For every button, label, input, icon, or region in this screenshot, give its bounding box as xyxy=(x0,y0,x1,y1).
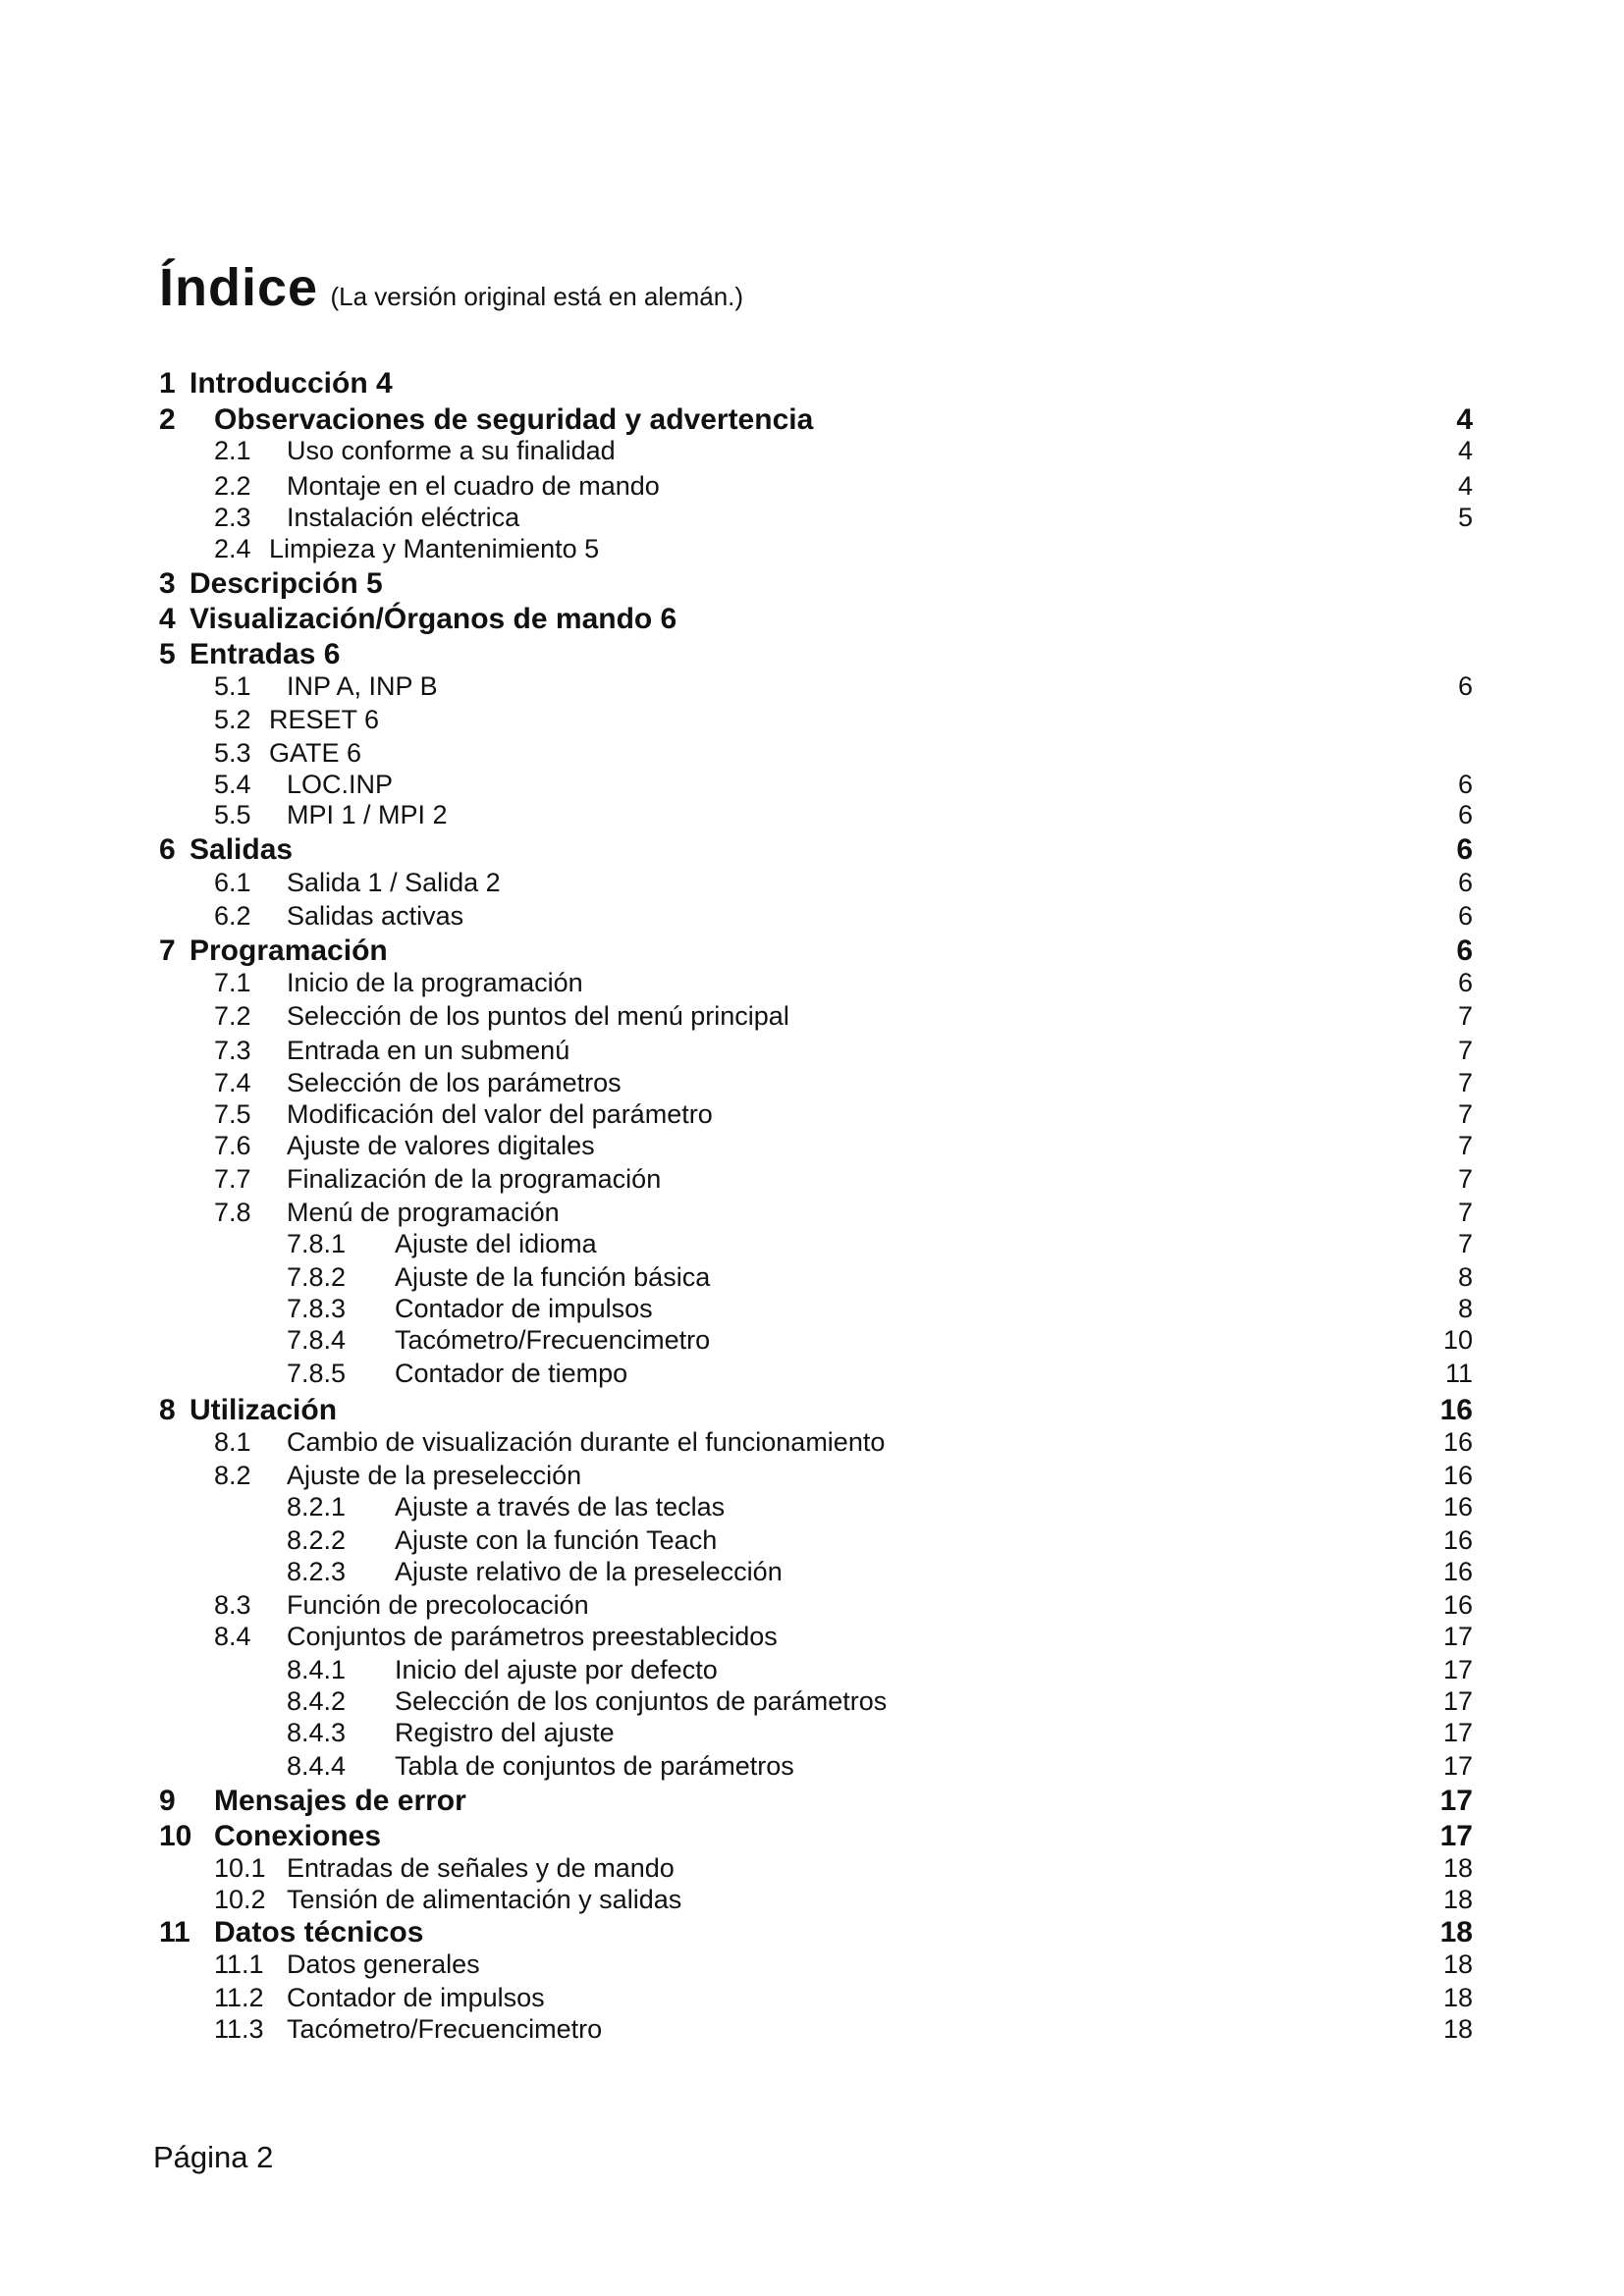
toc-entry-number: 11.1 xyxy=(214,1949,264,1979)
toc-entry-number: 3 xyxy=(159,567,176,600)
toc-entry-page: 7 xyxy=(1457,1099,1473,1129)
toc-entry-page: 4 xyxy=(1456,403,1473,436)
toc-entry-title: Entradas 6 xyxy=(189,638,341,670)
toc-entry-title: Descripción 5 xyxy=(189,567,383,600)
toc-entry-number: 8.2.1 xyxy=(287,1492,347,1522)
toc-entry-number: 8.2.3 xyxy=(287,1557,347,1586)
toc-entry-number: 8.2 xyxy=(214,1461,251,1490)
toc-entry-title: Contador de impulsos xyxy=(287,1983,545,2012)
toc-entry-title: Salidas xyxy=(189,833,294,866)
toc-entry-page: 16 xyxy=(1442,1557,1473,1586)
toc-entry-page: 7 xyxy=(1457,1198,1473,1227)
toc-entry-title: Mensajes de error xyxy=(214,1785,466,1817)
toc-entry-number: 8.3 xyxy=(214,1590,251,1620)
toc-entry-page: 17 xyxy=(1439,1820,1473,1852)
toc-entry-title: Tabla de conjuntos de parámetros xyxy=(395,1751,794,1781)
toc-entry-title: Selección de los conjuntos de parámetros xyxy=(395,1686,888,1716)
toc-entry-title: Contador de tiempo xyxy=(395,1359,628,1388)
toc-entry-number: 1 xyxy=(159,367,176,400)
toc-entry-title: RESET 6 xyxy=(269,705,380,734)
toc-entry-title: Tacómetro/Frecuencimetro xyxy=(287,2014,603,2044)
toc-entry-page: 18 xyxy=(1439,1916,1473,1949)
title-text: Índice xyxy=(159,258,319,317)
toc-entry-page: 17 xyxy=(1442,1718,1473,1747)
toc-entry-number: 7.6 xyxy=(214,1131,251,1160)
toc-entry-number: 11.2 xyxy=(214,1983,264,2012)
toc-entry-number: 8.4.4 xyxy=(287,1751,347,1781)
toc-entry-page: 7 xyxy=(1457,1036,1473,1065)
toc-entry-title: Cambio de visualización durante el funcionamiento xyxy=(287,1427,886,1457)
toc-entry-title: Finalización de la programación xyxy=(287,1164,662,1194)
toc-entry-number: 4 xyxy=(159,603,176,635)
toc-entry-number: 7.4 xyxy=(214,1068,251,1097)
toc-entry-number: 6.1 xyxy=(214,868,251,897)
toc-entry-page: 16 xyxy=(1442,1461,1473,1490)
toc-entry-number: 7.8.5 xyxy=(287,1359,347,1388)
toc-entry-number: 10 xyxy=(159,1820,192,1852)
toc-entry-number: 8.2.2 xyxy=(287,1525,347,1555)
toc-entry-title: Ajuste con la función Teach xyxy=(395,1525,718,1555)
toc-entry-number: 10.1 xyxy=(214,1853,266,1883)
toc-entry-title: Uso conforme a su finalidad xyxy=(287,436,616,465)
toc-entry-page: 6 xyxy=(1456,934,1473,967)
toc-entry-page: 16 xyxy=(1442,1590,1473,1620)
toc-entry-title: Salidas activas xyxy=(287,901,464,931)
toc-entry-number: 5.5 xyxy=(214,800,251,829)
toc-entry-number: 9 xyxy=(159,1785,176,1817)
toc-entry-number: 2.3 xyxy=(214,503,251,532)
toc-entry-title: Visualización/Órganos de mando 6 xyxy=(189,603,677,635)
toc-entry-page: 6 xyxy=(1457,800,1473,829)
toc-entry-number: 7.5 xyxy=(214,1099,251,1129)
toc-entry-title: Modificación del valor del parámetro xyxy=(287,1099,713,1129)
toc-entry-page: 8 xyxy=(1457,1294,1473,1323)
toc-entry-title: Entradas de señales y de mando xyxy=(287,1853,675,1883)
toc-entry-page: 6 xyxy=(1457,770,1473,799)
toc-entry-title: INP A, INP B xyxy=(287,671,438,701)
toc-entry-page: 17 xyxy=(1439,1785,1473,1817)
toc-entry-title: LOC.INP xyxy=(287,770,394,799)
toc-entry-number: 7.3 xyxy=(214,1036,251,1065)
toc-entry-page: 6 xyxy=(1457,671,1473,701)
toc-entry-page: 18 xyxy=(1442,1949,1473,1979)
toc-entry-title: Ajuste de valores digitales xyxy=(287,1131,595,1160)
toc-entry-number: 8.4.1 xyxy=(287,1655,347,1684)
toc-entry-title: MPI 1 / MPI 2 xyxy=(287,800,448,829)
toc-entry-number: 5.3 xyxy=(214,738,251,768)
toc-entry-page: 18 xyxy=(1442,1853,1473,1883)
toc-entry-number: 6 xyxy=(159,833,176,866)
toc-entry-number: 2.2 xyxy=(214,471,251,501)
toc-entry-page: 6 xyxy=(1457,968,1473,997)
toc-entry-number: 8.1 xyxy=(214,1427,251,1457)
toc-entry-number: 5.4 xyxy=(214,770,251,799)
toc-entry-number: 2.4 xyxy=(214,534,251,563)
toc-entry-title: Ajuste a través de las teclas xyxy=(395,1492,726,1522)
toc-entry-title: Registro del ajuste xyxy=(395,1718,615,1747)
toc-entry-title: Tacómetro/Frecuencimetro xyxy=(395,1325,711,1355)
toc-entry-title: Selección de los parámetros xyxy=(287,1068,622,1097)
toc-entry-page: 18 xyxy=(1442,1885,1473,1914)
toc-entry-page: 18 xyxy=(1442,2014,1473,2044)
toc-entry-number: 2 xyxy=(159,403,176,436)
toc-entry-title: Selección de los puntos del menú principal xyxy=(287,1001,789,1031)
toc-entry-number: 7.8.2 xyxy=(287,1262,347,1292)
toc-entry-title: Ajuste del idioma xyxy=(395,1229,597,1258)
toc-entry-title: Ajuste relativo de la preselección xyxy=(395,1557,783,1586)
toc-entry-number: 7.8.1 xyxy=(287,1229,347,1258)
toc-entry-page: 10 xyxy=(1442,1325,1473,1355)
toc-entry-title: Utilización xyxy=(189,1394,338,1426)
toc-entry-title: Inicio de la programación xyxy=(287,968,583,997)
toc-entry-page: 17 xyxy=(1442,1622,1473,1651)
toc-entry-title: Tensión de alimentación y salidas xyxy=(287,1885,682,1914)
toc-entry-page: 4 xyxy=(1457,471,1473,501)
toc-entry-number: 7.2 xyxy=(214,1001,251,1031)
toc-entry-title: Observaciones de seguridad y advertencia xyxy=(214,403,814,436)
toc-entry-number: 8 xyxy=(159,1394,176,1426)
title-subtitle: (La versión original está en alemán.) xyxy=(330,282,744,311)
toc-entry-number: 8.4.3 xyxy=(287,1718,347,1747)
toc-entry-page: 17 xyxy=(1442,1751,1473,1781)
toc-entry-number: 5 xyxy=(159,638,176,670)
toc-entry-number: 7.8 xyxy=(214,1198,251,1227)
toc-entry-number: 7.8.4 xyxy=(287,1325,347,1355)
toc-entry-title: Función de precolocación xyxy=(287,1590,589,1620)
toc-entry-number: 7.8.3 xyxy=(287,1294,347,1323)
toc-entry-title: Datos técnicos xyxy=(214,1916,424,1949)
toc-entry-number: 10.2 xyxy=(214,1885,266,1914)
toc-entry-page: 7 xyxy=(1457,1001,1473,1031)
page-number-footer: Página 2 xyxy=(153,2140,274,2174)
toc-entry-title: Inicio del ajuste por defecto xyxy=(395,1655,718,1684)
toc-entry-title: Ajuste de la función básica xyxy=(395,1262,711,1292)
toc-entry-number: 5.2 xyxy=(214,705,251,734)
toc-entry-number: 2.1 xyxy=(214,436,251,465)
toc-entry-page: 16 xyxy=(1442,1492,1473,1522)
toc-entry-page: 16 xyxy=(1442,1427,1473,1457)
toc-entry-page: 11 xyxy=(1444,1359,1473,1388)
toc-entry-number: 8.4.2 xyxy=(287,1686,347,1716)
toc-entry-page: 7 xyxy=(1457,1164,1473,1194)
toc-entry-title: GATE 6 xyxy=(269,738,362,768)
toc-entry-title: Conjuntos de parámetros preestablecidos xyxy=(287,1622,778,1651)
toc-entry-page: 5 xyxy=(1457,503,1473,532)
toc-entry-title: Instalación eléctrica xyxy=(287,503,520,532)
toc-entry-page: 6 xyxy=(1456,833,1473,866)
toc-entry-number: 8.4 xyxy=(214,1622,251,1651)
toc-entry-page: 6 xyxy=(1457,868,1473,897)
toc-entry-title: Entrada en un submenú xyxy=(287,1036,570,1065)
toc-entry-page: 18 xyxy=(1442,1983,1473,2012)
toc-entry-title: Conexiones xyxy=(214,1820,382,1852)
toc-entry-page: 16 xyxy=(1439,1394,1473,1426)
toc-entry-number: 7 xyxy=(159,934,176,967)
toc-entry-page: 4 xyxy=(1457,436,1473,465)
toc-entry-title: Salida 1 / Salida 2 xyxy=(287,868,501,897)
toc-entry-title: Ajuste de la preselección xyxy=(287,1461,582,1490)
toc-entry-number: 5.1 xyxy=(214,671,251,701)
toc-entry-page: 7 xyxy=(1457,1131,1473,1160)
toc-entry-page: 6 xyxy=(1457,901,1473,931)
toc-entry-page: 7 xyxy=(1457,1068,1473,1097)
toc-entry-title: Limpieza y Mantenimiento 5 xyxy=(269,534,600,563)
toc-entry-page: 16 xyxy=(1442,1525,1473,1555)
toc-entry-title: Datos generales xyxy=(287,1949,480,1979)
toc-entry-number: 7.7 xyxy=(214,1164,251,1194)
toc-entry-number: 11.3 xyxy=(214,2014,264,2044)
toc-entry-page: 7 xyxy=(1457,1229,1473,1258)
toc-entry-title: Menú de programación xyxy=(287,1198,560,1227)
toc-entry-number: 6.2 xyxy=(214,901,251,931)
toc-entry-number: 7.1 xyxy=(214,968,251,997)
toc-entry-title: Montaje en el cuadro de mando xyxy=(287,471,660,501)
toc-entry-title: Introducción 4 xyxy=(189,367,393,400)
toc-entry-page: 17 xyxy=(1442,1655,1473,1684)
toc-entry-title: Programación xyxy=(189,934,388,967)
toc-entry-number: 11 xyxy=(159,1916,190,1949)
toc-entry-page: 17 xyxy=(1442,1686,1473,1716)
toc-entry-page: 8 xyxy=(1457,1262,1473,1292)
toc-entry-title: Contador de impulsos xyxy=(395,1294,653,1323)
